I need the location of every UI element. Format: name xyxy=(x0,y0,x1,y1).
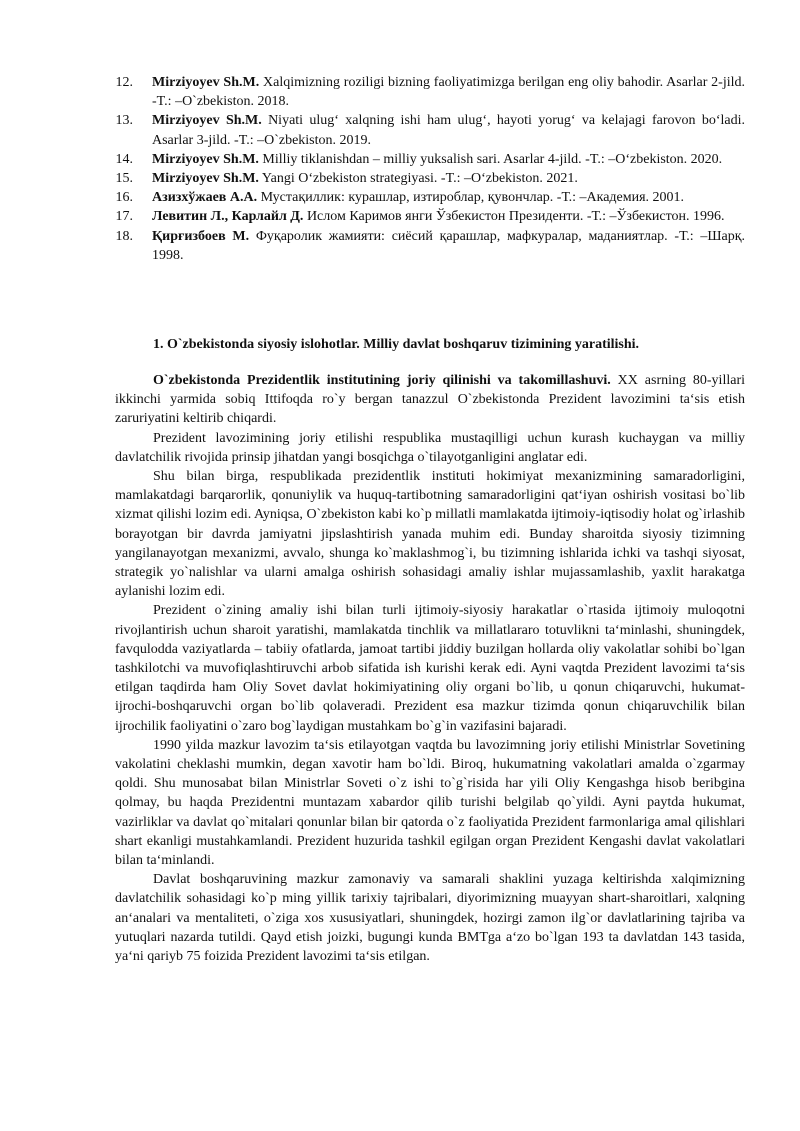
paragraph xyxy=(115,601,745,735)
paragraph xyxy=(115,429,745,467)
reference-text: Фуқаролик жамияти: сиёсий қарашлар, мафкуралар, маданиятлар. -Т.: –Шарқ. 1998. xyxy=(152,228,745,263)
paragraph-text: Shu bilan birga, respublikada prezidentlik instituti hokimiyat mexanizmining samaradorligini, mamlakatdagi barqarorlik, qonuniylik va huquq-tartibotning samaradorligini qat‘iyan oshirish vositasi bo`lib xizmat qilishi lozim edi. Ayniqsa, O`zbekiston kabi ko`p millatli mamlakatda ijtimoiy-iqtisodiy holat og`irlashib borayotgan bir davrda jamiyatni jipslashtirish yanada muhim edi. Bunday sharoitda siyosiy tizimning yangilanayotgan mexanizmi, avvalo, shunga ko`maklashmog`i, bu tizimning ishlarida ichki va tashqi siyosat, strategik yo`nalishlar va ularni amalga oshirish sohasidagi amaliy ishlar mujassamlashib, yaxlit harakatga aylanishi lozim edi. xyxy=(115,469,745,600)
reference-author: Mirziyoyev Sh.M. xyxy=(152,171,259,187)
paragraph-text: XX asrning 80-yillari ikkinchi yarmida sobiq Ittifoqda ro`y bergan tanazzul O`zbekistonda Prezident lavozimini ta‘sis etish zaruriyatini keltirib chiqardi. xyxy=(115,373,745,427)
reference-item xyxy=(115,188,745,207)
reference-text: Niyati ulug‘ xalqning ishi ham ulug‘, hayoti yorug‘ va kelajagi farovon bo‘ladi. Asarlar 3-jild. -T.: –O`zbekiston. 2019. xyxy=(152,113,745,148)
reference-item xyxy=(115,169,745,188)
reference-number: 16. xyxy=(115,190,133,206)
reference-author: Левитин Л., Карлайл Д. xyxy=(152,209,304,225)
paragraph-text: 1990 yilda mazkur lavozim ta‘sis etilayotgan vaqtda bu lavozimning joriy etilishi Ministrlar Sovetining vakolatini cheklashi mumkin, degan xavotir ham bo`ldi. Biroq, hukumatning vakolatlari amalda o`zgarmay qoldi. Shu munosabat bilan Ministrlar Soveti o`z ishi to`g`risida har yili Oliy Kengashga hisob beribgina qolmay, bu haqda Prezidentni muntazam xabardor qilib turishi belgilab qo`yildi. Ayni paytda hukumat, vazirliklar va davlat qo`mitalari qonunlar bilan bir qatorda o`z faoliyatida Prezident farmonlariga amal qilishlari shart ekanligi mustahkamlandi. Prezident huzurida tashkil egilgan organ Prezident Kengashi davlat vakolatlari bilan ta‘minlandi. xyxy=(115,737,745,869)
reference-number: 18. xyxy=(115,228,133,244)
paragraph-lead: O`zbekistonda Prezidentlik institutining joriy qilinishi va takomillashuvi. xyxy=(153,373,611,388)
reference-number: 15. xyxy=(115,171,133,187)
reference-text: Xalqimizning roziligi bizning faoliyatimizga berilgan eng oliy bahodir. Asarlar 2-jild. -T.: –O`zbekiston. 2018. xyxy=(152,75,746,110)
paragraph-text: Prezident lavozimining joriy etilishi respublika mustaqilligi uchun kurash kuchaygan va milliy davlatchilik rivojida prinsip jihatdan yangi bosqichga o`tilayotganligini anglatar edi. xyxy=(115,430,745,465)
reference-item xyxy=(115,150,745,169)
paragraph xyxy=(115,736,745,870)
section-heading: 1. O`zbekistonda siyosiy islohotlar. Milliy davlat boshqaruv tizimining yaratilishi. xyxy=(153,337,640,352)
reference-number: 17. xyxy=(115,209,133,225)
reference-item xyxy=(115,207,745,226)
paragraph-text: Prezident o`zining amaliy ishi bilan turli ijtimoiy-siyosiy harakatlar o`rtasida ijtimoiy muloqotni rivojlantirish uchun sharoit yaratishi, mamlakatda tinchlik va millatlararo totuvlikni ta‘minlashi, shuningdek, favqulodda vaziyatlarda – tabiiy ofatlarda, jamoat tartibi jiddiy buzilgan hollarda oliy vakolatlar sohibi bo`lgan tashkilotchi va muvofiqlashtiruvchi arbob sifatida ish kurishi kerak edi. Ayni vaqtda Prezident lavozimi ta‘sis etilgan taqdirda ham Oliy Sovet davlat hokimiyatining oliy organi bo`lib, u qonun chiqaruvchi, hukumat-ijrochi-boshqaruvchi organ bo`lib qolaveradi. Prezident esa mazkur tizimda qonun chiqaruvchilik bilan ijrochilik faoliyatini o`zaro bog`laydigan mustahkam bo`g`in vazifasini bajaradi. xyxy=(115,603,745,734)
reference-number: 13. xyxy=(115,113,133,129)
reference-item xyxy=(115,73,745,111)
reference-list xyxy=(115,73,745,265)
reference-author: Қирғизбоев М. xyxy=(152,228,250,244)
section-body xyxy=(115,371,745,966)
paragraph xyxy=(115,371,745,429)
reference-author: Mirziyoyev Sh.M. xyxy=(152,75,260,90)
reference-text: Мустақиллик: курашлар, изтироблар, қувончлар. -Т.: –Академия. 2001. xyxy=(257,190,685,206)
reference-item xyxy=(115,111,745,149)
reference-author: Азизхўжаев А.А. xyxy=(152,190,258,206)
reference-item xyxy=(115,227,745,265)
reference-text: Yangi O‘zbekiston strategiyasi. -T.: –O‘zbekiston. 2021. xyxy=(258,171,578,187)
reference-number: 12. xyxy=(115,75,133,90)
reference-text: Ислом Каримов янги Ўзбекистон Президенти. -Т.: –Ўзбекистон. 1996. xyxy=(303,209,725,225)
reference-number: 14. xyxy=(115,151,133,167)
reference-author: Mirziyoyev Sh.M. xyxy=(152,151,259,167)
reference-author: Mirziyoyev Sh.M. xyxy=(152,113,262,129)
paragraph xyxy=(115,467,745,601)
reference-text: Milliy tiklanishdan – milliy yuksalish sari. Asarlar 4-jild. -T.: –O‘zbekiston. 2020. xyxy=(258,151,723,167)
paragraph xyxy=(115,870,745,966)
paragraph-text: Davlat boshqaruvining mazkur zamonaviy va samarali shaklini yuzaga keltirishda xalqimizning davlatchilik sohasidagi ko`p ming yillik tarixiy tajribalari, diyorimizning muayyan shart-sharoitlari, xalqning an‘analari va mentaliteti, o`ziga xos xususiyatlari, shuningdek, hozirgi zamon ilg`or davlatlarining tajriba va yutuqlari nazarda tutildi. Qayd etish joizki, bugungi kunda BMTga a‘zo bo`lgan 193 ta davlatdan 143 tasida, ya‘ni qariyb 75 foizida Prezident lavozimi ta‘sis etilgan. xyxy=(115,872,745,965)
